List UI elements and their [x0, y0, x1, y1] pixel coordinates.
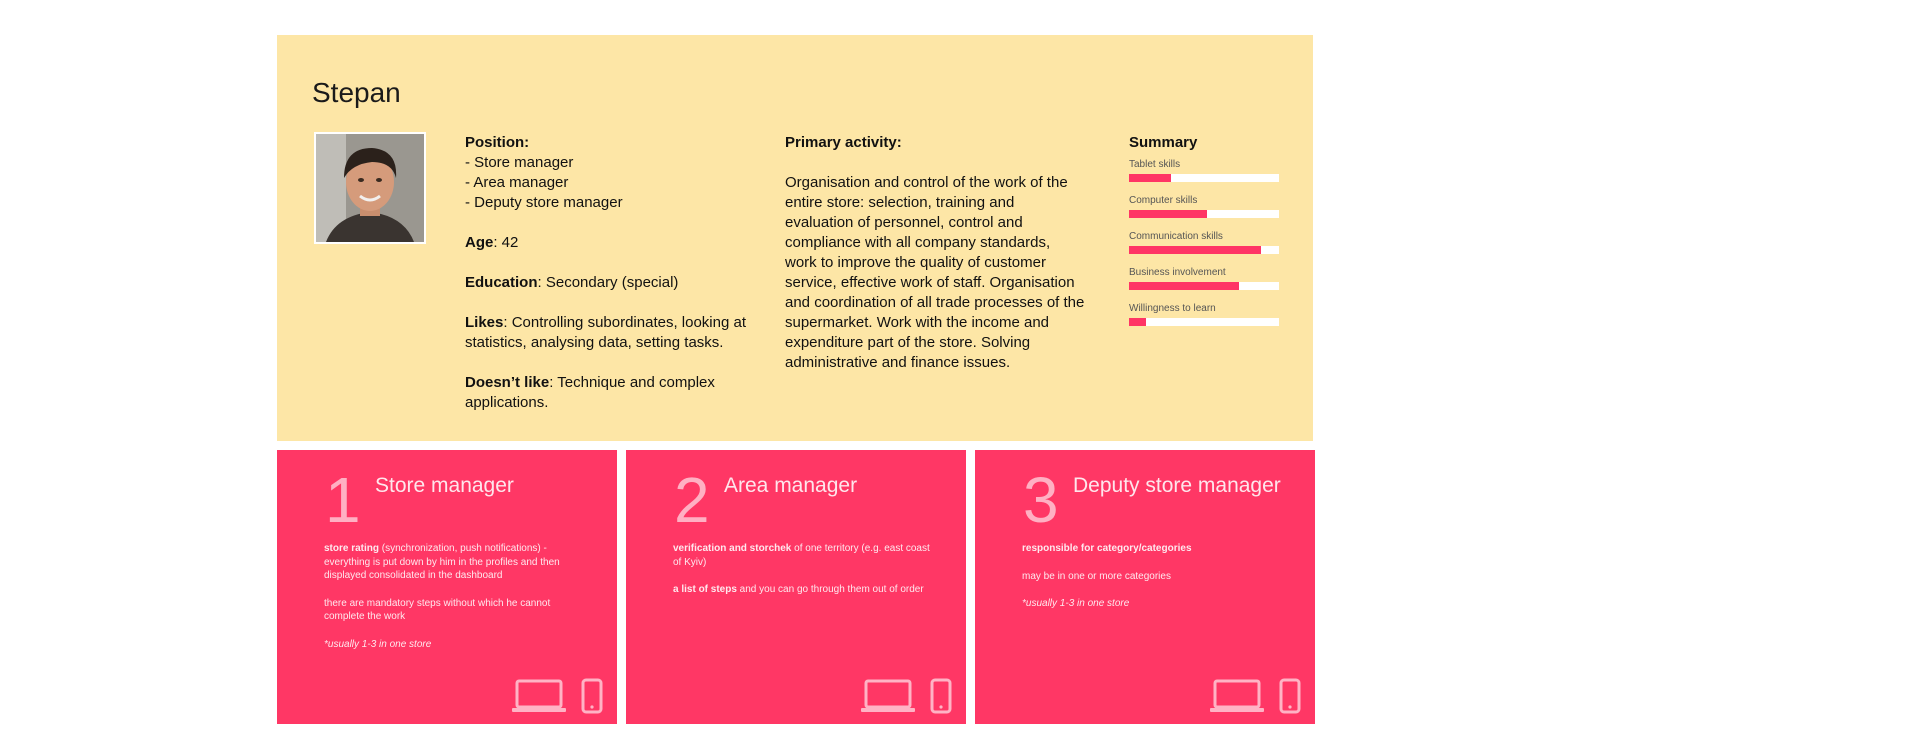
primary-activity-label: Primary activity:: [785, 134, 902, 151]
dislikes-value: : Technique and complex applications.: [465, 374, 715, 411]
age-block: [465, 233, 765, 253]
summary-title: Summary: [1129, 134, 1198, 151]
persona-name: Stepan: [312, 77, 401, 108]
role-number: 1: [325, 464, 361, 536]
likes-value: : Controlling subordinates, looking at statistics, analysing data, setting tasks.: [465, 314, 747, 351]
education-label: Education: [465, 274, 538, 291]
summary: [1129, 133, 1279, 339]
role-text: there are mandatory steps without which he cannot complete the work: [324, 597, 551, 622]
phone-icon: [930, 678, 952, 714]
position-item: - Store manager: [465, 154, 574, 171]
persona-details: [465, 133, 765, 433]
laptop-icon: [512, 679, 566, 713]
skill-bar-track: [1129, 282, 1279, 290]
role-highlight: responsible for category/categories: [1022, 543, 1192, 554]
position-item: - Deputy store manager: [465, 194, 623, 211]
role-card-deputy-store-manager: [975, 450, 1315, 724]
skill-label: Willingness to learn: [1129, 303, 1216, 314]
persona-panel: [277, 35, 1313, 441]
role-highlight: a list of steps: [673, 584, 737, 595]
skill-row: [1129, 303, 1279, 339]
primary-activity: [785, 133, 1085, 373]
skill-label: Computer skills: [1129, 195, 1198, 206]
role-text: of one territory (e.g. east coast of Kyiv): [673, 543, 930, 568]
role-description: [324, 542, 584, 665]
role-text: and you can go through them out of order: [736, 584, 924, 595]
persona-photo: [314, 132, 426, 244]
avatar: [316, 134, 424, 242]
phone-icon: [1279, 678, 1301, 714]
skill-bar-track: [1129, 246, 1279, 254]
age-label: Age: [465, 234, 494, 251]
role-note: *usually 1-3 in one store: [1022, 598, 1130, 609]
skill-bar-fill: [1129, 210, 1207, 218]
role-highlight: verification and storchek: [673, 543, 792, 554]
role-title: Store manager: [375, 474, 514, 497]
role-title: Area manager: [724, 474, 858, 497]
position-label: Position:: [465, 134, 530, 151]
role-card-area-manager: [626, 450, 966, 724]
likes-block: [465, 313, 765, 353]
skill-row: [1129, 159, 1279, 195]
laptop-icon: [1210, 679, 1264, 713]
phone-icon: [581, 678, 603, 714]
role-number: 3: [1023, 464, 1059, 536]
skill-bar-track: [1129, 318, 1279, 326]
skill-bar-fill: [1129, 318, 1146, 326]
primary-activity-text: Organisation and control of the work of the entire store: selection, training and evaluation of personnel, control and compliance with all company standards, work to improve the quality of customer service, effective work of staff. Organisation and coordination of all trade processes of the supermarket. Work with the income and expenditure part of the store. Solving administrative and finance issues.: [785, 174, 1085, 371]
skill-label: Business involvement: [1129, 267, 1226, 278]
dislikes-block: [465, 373, 765, 413]
role-description: [1022, 542, 1282, 625]
role-highlight: store rating: [324, 543, 380, 554]
role-text: may be in one or more categories: [1022, 570, 1171, 582]
role-text: (synchronization, push notifications) - everything is put down by him in the profiles and then displayed consolidated in the dashboard: [324, 543, 560, 581]
position-item: - Area manager: [465, 174, 569, 191]
age-value: : 42: [493, 234, 519, 251]
laptop-icon: [861, 679, 915, 713]
skill-bar-track: [1129, 174, 1279, 182]
education-value: : Secondary (special): [537, 274, 679, 291]
skill-label: Communication skills: [1129, 231, 1223, 242]
skill-bar-track: [1129, 210, 1279, 218]
role-title: Deputy store manager: [1073, 474, 1281, 497]
dislikes-label: Doesn’t like: [465, 374, 550, 391]
role-number: 2: [674, 464, 710, 536]
likes-label: Likes: [465, 314, 504, 331]
role-card-store-manager: [277, 450, 617, 724]
skill-label: Tablet skills: [1129, 159, 1181, 170]
skill-bar-fill: [1129, 174, 1171, 182]
role-description: [673, 542, 933, 611]
skill-row: [1129, 231, 1279, 267]
position-block: [465, 133, 765, 213]
skill-bar-fill: [1129, 282, 1239, 290]
role-note: *usually 1-3 in one store: [324, 638, 432, 650]
education-block: [465, 273, 765, 293]
skill-row: [1129, 195, 1279, 231]
skill-row: [1129, 267, 1279, 303]
skill-bar-fill: [1129, 246, 1261, 254]
